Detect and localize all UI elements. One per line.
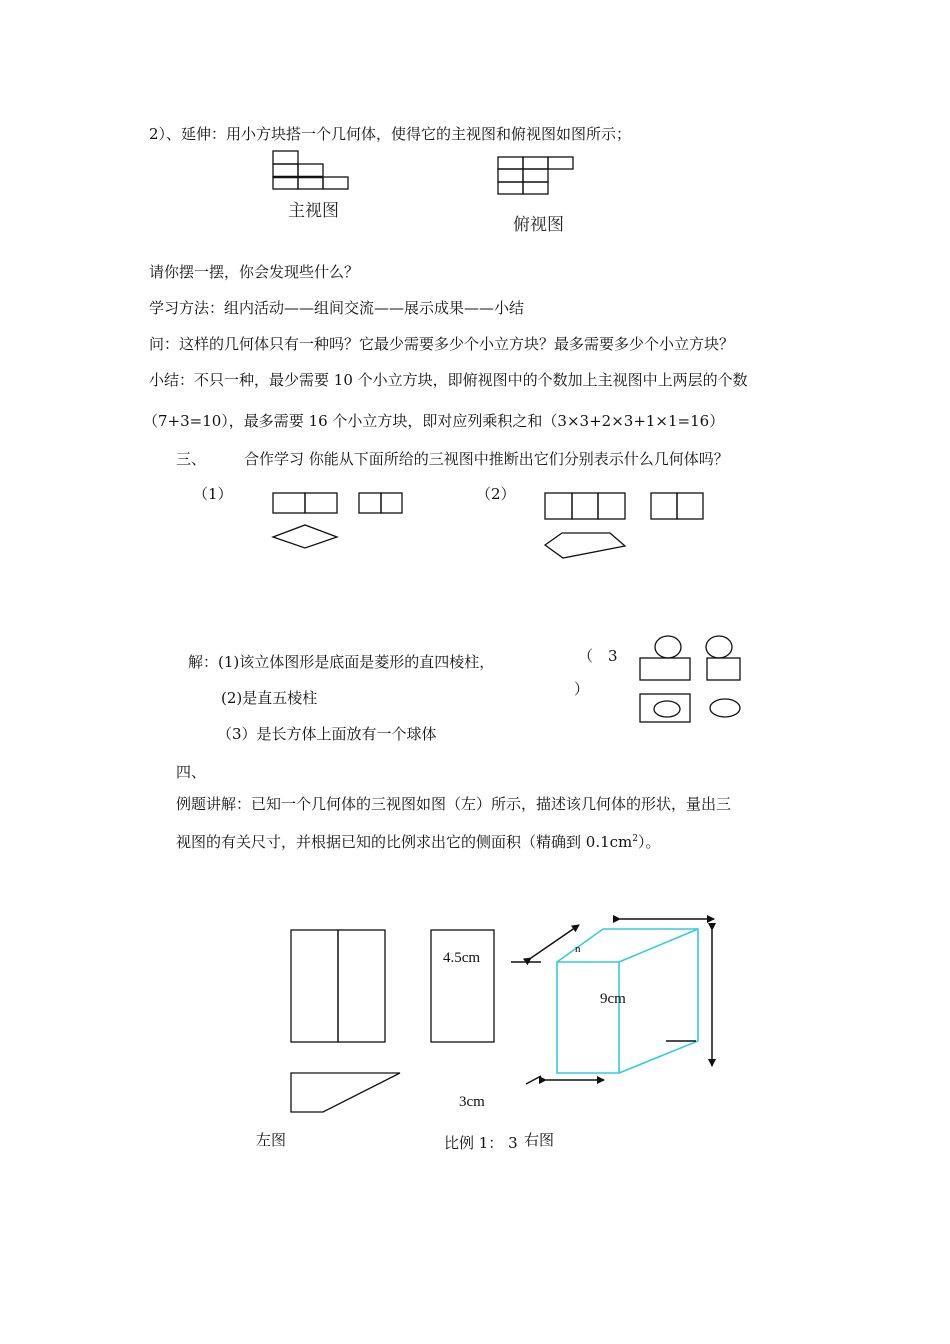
section2-heading: 2）、延伸：用小方块搭一个几何体，使得它的主视图和俯视图如图所示；	[149, 125, 632, 143]
answer-2: (2)是直五棱柱	[221, 689, 318, 707]
answer-3: （3）是长方体上面放有一个球体	[217, 725, 437, 743]
section4-heading: 四、	[176, 763, 207, 781]
dimension-n: n	[575, 943, 581, 955]
example-line2: 视图的有关尺寸，并根据已知的比例求出它的侧面积（精确到 $0.1cm^2$）。	[176, 833, 661, 851]
front-view-label: 主视图	[288, 201, 339, 221]
section2-method: 学习方法：组内活动——组间交流——展示成果——小结	[149, 299, 525, 317]
section2-prompt: 请你摆一摆，你会发现些什么？	[149, 263, 360, 281]
figure2-label: （2）	[476, 485, 516, 503]
figure3-label-close: ）	[574, 680, 590, 698]
figure1-label: （1）	[193, 485, 233, 503]
left-figure-caption: 左图	[256, 1131, 287, 1149]
dimension-4-5cm: 4.5cm	[443, 950, 481, 966]
section2-summary-line2: （7+3=10），最多需要 16 个小立方块，即对应列乘积之和（3×3+2×3+1×1=16）	[143, 412, 725, 430]
top-view-label: 俯视图	[513, 215, 564, 235]
section3-heading-text: 合作学习 你能从下面所给的三视图中推断出它们分别表示什么几何体吗？	[244, 450, 729, 468]
right-figure-caption: 右图	[524, 1131, 555, 1149]
figure3-label: （ 3	[578, 647, 618, 665]
dimension-9cm: 9cm	[600, 991, 626, 1007]
example-line1: 例题讲解：已知一个几何体的三视图如图（左）所示，描述该几何体的形状，量出三	[176, 795, 732, 813]
section3-heading-number: 三、	[176, 450, 207, 468]
dimension-3cm: 3cm	[459, 1094, 485, 1110]
section2-summary-line1: 小结：不只一种，最少需要 10 个小立方块，即俯视图中的个数加上主视图中上两层的个数	[149, 371, 748, 389]
scale-caption: 比例 1： 3	[444, 1134, 518, 1152]
answer-1: 解：(1)该立体图形是底面是菱形的直四棱柱，	[188, 653, 495, 671]
section2-question: 问：这样的几何体只有一种吗？它最少需要多少个小立方块？最多需要多少个小立方块？	[149, 335, 735, 353]
